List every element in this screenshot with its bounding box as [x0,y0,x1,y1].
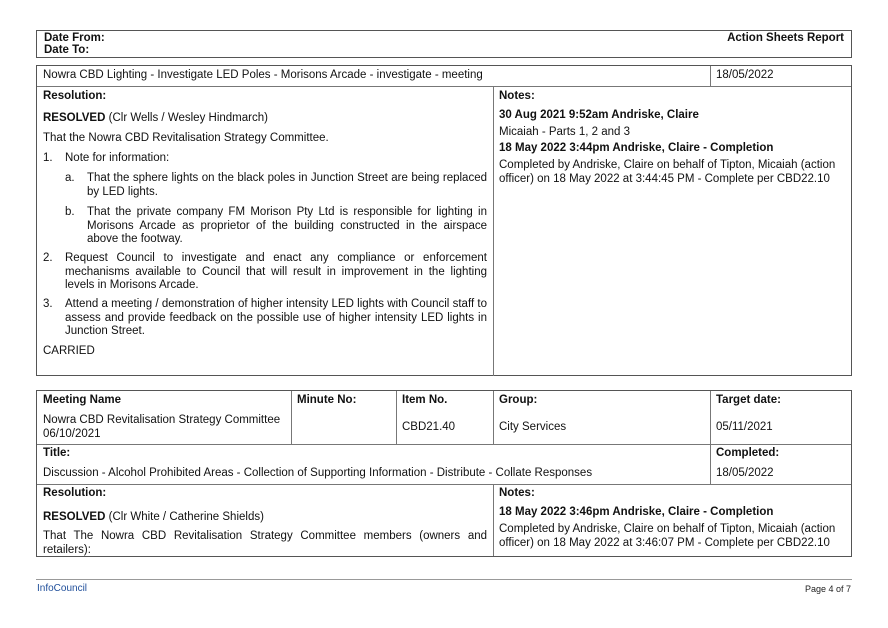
resolution-label: Resolution: [43,90,107,102]
item-number: 2. [43,252,53,264]
notes-label: Notes: [499,90,535,102]
group-value: City Services [499,421,567,433]
note-heading: 18 May 2022 3:46pm Andriske, Claire - Completion [499,506,774,518]
title-label: Title: [43,447,71,459]
completed-date: 18/05/2022 [716,69,774,81]
item-1: Note for information: [65,152,170,164]
footer-brand: InfoCouncil [37,583,88,594]
date-from-label: Date From: [44,32,105,44]
footer-rule [36,579,852,580]
date-to-label: Date To: [44,44,90,56]
carried-text: CARRIED [43,345,95,357]
resolution-label: Resolution: [43,487,107,499]
item-no: CBD21.40 [402,421,456,433]
item-number: 3. [43,298,53,310]
meeting-name-label: Meeting Name [43,394,121,406]
note-body: Completed by Andriske, Claire on behalf of Tipton, Micaiah (action officer) on 18 May 2022 at 3:44:45 PM - Complete per CBD22.10 [499,159,836,185]
sub-number: a. [65,172,75,184]
notes-label: Notes: [499,487,535,499]
resolution-intro: That the Nowra CBD Revitalisation Strategy Committee. [43,132,329,144]
record-1 [36,65,852,376]
meeting-name: Nowra CBD Revitalisation Strategy Committee 06/10/2021 [43,414,281,440]
completed-date: 18/05/2022 [716,467,774,479]
resolved-keyword: RESOLVED [43,112,106,124]
target-date: 05/11/2021 [716,421,773,433]
resolved-line [43,112,268,124]
minute-no-label: Minute No: [297,394,357,406]
movers: (Clr White / Catherine Shields) [108,511,264,523]
record-title: Nowra CBD Lighting - Investigate LED Poles - Morisons Arcade - investigate - meeting [43,69,483,81]
note-heading: 18 May 2022 3:44pm Andriske, Claire - Completion [499,142,774,154]
sub-item-b: That the private company FM Morison Pty Ltd is responsible for lighting in Morisons Arcade as proprietor of the building constructed in the airspace above the footway. [87,206,487,245]
group-label: Group: [499,394,538,406]
record-2 [36,390,852,557]
resolution-intro: That The Nowra CBD Revitalisation Strategy Committee members (owners and retailers): [43,530,487,556]
note-body: Completed by Andriske, Claire on behalf of Tipton, Micaiah (action officer) on 18 May 2022 at 3:46:07 PM - Complete per CBD22.10 [499,523,836,549]
note-body: Micaiah - Parts 1, 2 and 3 [499,126,631,138]
report-title: Action Sheets Report [727,32,844,44]
resolved-line [43,511,264,523]
note-heading: 30 Aug 2021 9:52am Andriske, Claire [499,109,699,121]
item-no-label: Item No. [402,394,448,406]
target-date-label: Target date: [716,394,781,406]
page-number: Page 4 of 7 [804,584,851,594]
movers: (Clr Wells / Wesley Hindmarch) [108,112,268,124]
record-title: Discussion - Alcohol Prohibited Areas - Collection of Supporting Information - Distribute - Collate Responses [43,467,593,479]
resolved-keyword: RESOLVED [43,511,106,523]
sub-number: b. [65,206,75,218]
sub-item-a: That the sphere lights on the black poles in Junction Street are being replaced by LED lights. [87,172,487,198]
item-3: Attend a meeting / demonstration of higher intensity LED lights with Council staff to assess and provide feedback on the possible use of higher intensity LED lights in Junction Street. [65,298,487,337]
item-2: Request Council to investigate and enact any compliance or enforcement mechanisms available to Council that will result in improvement in the lighting levels in Morisons Arcade. [65,252,487,291]
completed-label: Completed: [716,447,780,459]
item-number: 1. [43,152,53,164]
report-header [36,30,852,58]
